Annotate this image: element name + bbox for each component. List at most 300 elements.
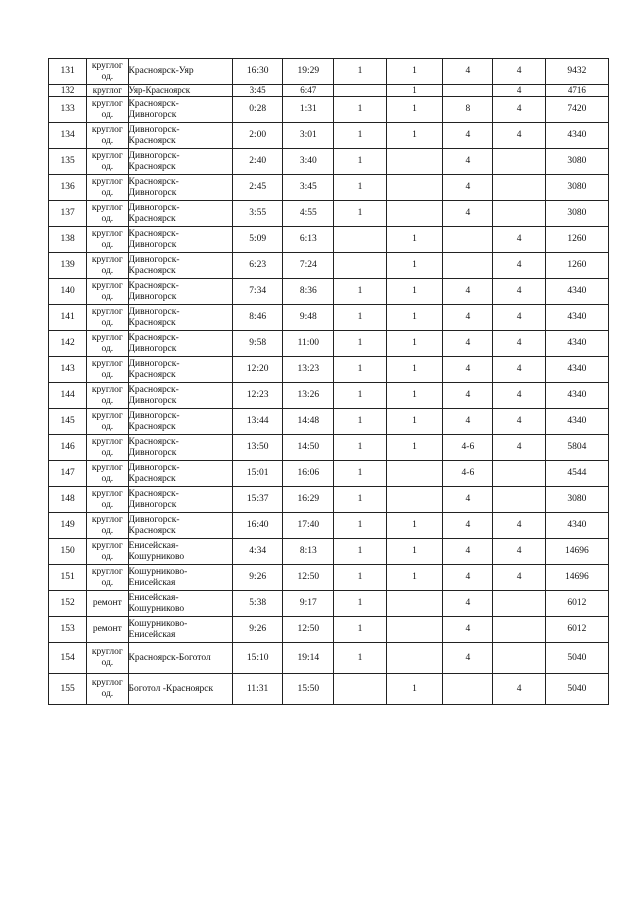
count-d-cell: 4 [493,357,545,383]
count-c-cell: 4 [443,617,493,643]
count-a-cell: 1 [334,331,386,357]
route-cell [128,487,233,513]
total-cell: 4340 [545,383,608,409]
train-type-line: од. [101,187,114,198]
count-c-cell: 4 [443,201,493,227]
arrival-time-cell: 6:47 [283,85,334,97]
row-number-cell: 133 [49,97,87,123]
count-c-cell: 4 [443,487,493,513]
train-type-line: од. [101,689,114,699]
count-d-cell [493,487,545,513]
count-b-cell: 1 [386,123,443,149]
total-cell: 4340 [545,331,608,357]
route-cell [128,123,233,149]
arrival-time-cell: 7:24 [283,253,334,279]
count-a-cell: 1 [334,279,386,305]
route-line: Дивногорск [128,447,177,458]
count-b-cell [386,617,443,643]
count-b-cell: 1 [386,409,443,435]
count-b-cell: 1 [386,513,443,539]
route-line: Дивногорск [128,343,177,354]
row-number-cell: 155 [49,674,87,705]
route-cell [128,674,233,705]
count-d-cell: 4 [493,253,545,279]
route-cell [128,305,233,331]
route-cell [128,175,233,201]
total-cell: 4340 [545,409,608,435]
departure-time-cell: 12:20 [233,357,283,383]
count-c-cell: 4 [443,565,493,591]
train-type-line: круглог [91,436,123,447]
count-d-cell [493,617,545,643]
route-cell [128,201,233,227]
count-a-cell: 1 [334,149,386,175]
train-type-line: ремонт [92,624,122,634]
count-d-cell [493,461,545,487]
count-c-cell: 4 [443,279,493,305]
route-line: Дивногорск [128,109,177,120]
arrival-time-cell: 8:36 [283,279,334,305]
arrival-time-cell: 3:45 [283,175,334,201]
count-c-cell [443,85,493,97]
count-b-cell: 1 [386,253,443,279]
count-b-cell: 1 [386,383,443,409]
total-cell: 4716 [545,85,608,97]
train-type-line: круглог [91,647,123,657]
count-b-cell [386,487,443,513]
train-type-cell [87,591,128,617]
row-number-cell: 141 [49,305,87,331]
count-d-cell: 4 [493,513,545,539]
count-a-cell: 1 [334,617,386,643]
train-type-line: од. [101,161,114,172]
count-a-cell [334,674,386,705]
table-row [49,85,609,97]
count-a-cell: 1 [334,435,386,461]
row-number-cell: 148 [49,487,87,513]
schedule-rows [49,59,609,705]
arrival-time-cell: 15:50 [283,674,334,705]
count-a-cell: 1 [334,565,386,591]
route-line: Дивногорск- [128,306,180,317]
count-a-cell: 1 [334,305,386,331]
route-line: Красноярск- [128,280,179,291]
table-row [49,643,609,674]
arrival-time-cell: 11:00 [283,331,334,357]
count-b-cell [386,201,443,227]
row-number-cell: 136 [49,175,87,201]
count-a-cell: 1 [334,357,386,383]
count-d-cell [493,149,545,175]
departure-time-cell: 15:37 [233,487,283,513]
count-c-cell: 8 [443,97,493,123]
train-type-line: круглог [91,410,123,421]
route-cell [128,409,233,435]
route-line: Дивногорск- [128,514,180,525]
count-d-cell: 4 [493,59,545,85]
route-line: Енисейская [128,629,176,640]
route-line: Красноярск- [128,176,179,187]
count-d-cell: 4 [493,409,545,435]
departure-time-cell: 11:31 [233,674,283,705]
route-line: Красноярск [128,265,176,276]
arrival-time-cell: 13:26 [283,383,334,409]
table-row [49,97,609,123]
row-number-cell: 147 [49,461,87,487]
count-a-cell: 1 [334,643,386,674]
total-cell: 4544 [545,461,608,487]
route-line: Енисейская- [128,592,179,603]
train-type-cell [87,617,128,643]
total-cell: 5040 [545,643,608,674]
count-a-cell: 1 [334,201,386,227]
count-c-cell: 4 [443,123,493,149]
count-c-cell: 4-6 [443,435,493,461]
count-c-cell: 4 [443,513,493,539]
count-c-cell: 4 [443,175,493,201]
train-type-line: од. [101,265,114,276]
route-line: Красноярск-Боготол [128,652,211,663]
train-type-cell [87,175,128,201]
train-type-line: од. [101,239,114,250]
train-type-cell [87,123,128,149]
route-line: Боготол -Красноярск [128,683,214,694]
route-line: Дивногорск- [128,150,180,161]
table-row [49,305,609,331]
count-b-cell [386,175,443,201]
arrival-time-cell: 16:29 [283,487,334,513]
count-b-cell [386,461,443,487]
table-row [49,461,609,487]
table-row [49,279,609,305]
train-type-line: од. [101,421,114,432]
table-row [49,617,609,643]
route-line: Красноярск- [128,332,179,343]
train-type-line: од. [101,577,114,588]
arrival-time-cell: 6:13 [283,227,334,253]
route-line: Красноярск [128,525,176,536]
route-cell [128,149,233,175]
train-type-line: круглог [91,228,123,239]
arrival-time-cell: 16:06 [283,461,334,487]
route-line: Уяр-Красноярск [128,85,191,95]
train-type-cell [87,331,128,357]
train-type-line: круглог [91,280,123,291]
train-type-cell [87,643,128,674]
row-number-cell: 153 [49,617,87,643]
total-cell: 14696 [545,565,608,591]
train-type-line: круглог [91,514,123,525]
train-type-cell [87,59,128,85]
departure-time-cell: 13:50 [233,435,283,461]
arrival-time-cell: 14:48 [283,409,334,435]
arrival-time-cell: 1:31 [283,97,334,123]
row-number-cell: 143 [49,357,87,383]
departure-time-cell: 7:34 [233,279,283,305]
route-line: Красноярск- [128,436,179,447]
train-type-cell [87,674,128,705]
count-d-cell: 4 [493,123,545,149]
count-b-cell: 1 [386,97,443,123]
train-type-line: од. [101,447,114,458]
count-b-cell: 1 [386,435,443,461]
count-a-cell: 1 [334,487,386,513]
train-type-line: круглог [91,488,123,499]
departure-time-cell: 5:09 [233,227,283,253]
route-line: Дивногорск- [128,462,180,473]
count-c-cell [443,674,493,705]
train-type-line: круглог [91,358,123,369]
route-line: Кошурниково- [128,618,188,629]
route-cell [128,617,233,643]
table-row [49,201,609,227]
train-type-line: од. [101,343,114,354]
train-type-line: од. [101,71,114,82]
arrival-time-cell: 14:50 [283,435,334,461]
route-line: Дивногорск- [128,358,180,369]
route-line: Красноярск [128,369,176,380]
route-cell [128,253,233,279]
route-line: Красноярск-Уяр [128,66,194,76]
train-type-line: круглог [91,176,123,187]
train-type-line: од. [101,499,114,510]
total-cell: 3080 [545,175,608,201]
departure-time-cell: 9:58 [233,331,283,357]
train-type-cell [87,435,128,461]
count-b-cell: 1 [386,59,443,85]
train-type-cell [87,461,128,487]
route-cell [128,513,233,539]
count-d-cell: 4 [493,97,545,123]
total-cell: 9432 [545,59,608,85]
route-cell [128,565,233,591]
route-cell [128,539,233,565]
route-line: Дивногорск- [128,410,180,421]
route-line: Красноярск- [128,228,179,239]
train-type-cell [87,97,128,123]
count-a-cell [334,85,386,97]
table-row [49,487,609,513]
arrival-time-cell: 3:01 [283,123,334,149]
route-line: Красноярск- [128,488,179,499]
count-a-cell: 1 [334,409,386,435]
departure-time-cell: 13:44 [233,409,283,435]
count-a-cell: 1 [334,513,386,539]
count-b-cell: 1 [386,565,443,591]
train-type-line: круглог [91,462,123,473]
total-cell: 4340 [545,123,608,149]
count-d-cell [493,591,545,617]
route-cell [128,591,233,617]
count-c-cell: 4 [443,383,493,409]
departure-time-cell: 6:23 [233,253,283,279]
table-row [49,357,609,383]
train-type-line: круглог [91,202,123,213]
route-line: Красноярск [128,161,176,172]
departure-time-cell: 8:46 [233,305,283,331]
arrival-time-cell: 8:13 [283,539,334,565]
total-cell: 6012 [545,591,608,617]
table-row [49,674,609,705]
train-type-cell [87,305,128,331]
route-line: Дивногорск- [128,254,180,265]
train-type-line: од. [101,291,114,302]
train-type-line: круглог [91,540,123,551]
count-a-cell: 1 [334,383,386,409]
route-line: Кошурниково [128,551,185,562]
route-line: Дивногорск [128,291,177,302]
row-number-cell: 152 [49,591,87,617]
table-row [49,331,609,357]
departure-time-cell: 5:38 [233,591,283,617]
arrival-time-cell: 19:29 [283,59,334,85]
count-c-cell: 4 [443,357,493,383]
count-a-cell [334,253,386,279]
count-d-cell: 4 [493,279,545,305]
departure-time-cell: 16:30 [233,59,283,85]
row-number-cell: 150 [49,539,87,565]
total-cell: 3080 [545,201,608,227]
total-cell: 4340 [545,357,608,383]
count-b-cell: 1 [386,331,443,357]
count-d-cell [493,643,545,674]
count-a-cell: 1 [334,539,386,565]
route-cell [128,59,233,85]
count-d-cell: 4 [493,435,545,461]
train-type-line: од. [101,109,114,120]
train-type-line: од. [101,658,114,668]
arrival-time-cell: 12:50 [283,565,334,591]
departure-time-cell: 2:00 [233,123,283,149]
total-cell: 7420 [545,97,608,123]
train-type-line: круглог [91,384,123,395]
route-cell [128,97,233,123]
train-type-cell [87,383,128,409]
table-row [49,565,609,591]
train-type-line: круглог [91,306,123,317]
row-number-cell: 151 [49,565,87,591]
count-b-cell [386,591,443,617]
total-cell: 4340 [545,513,608,539]
route-line: Красноярск [128,317,176,328]
departure-time-cell: 3:55 [233,201,283,227]
train-type-cell [87,253,128,279]
route-line: Дивногорск- [128,124,180,135]
total-cell: 3080 [545,487,608,513]
total-cell: 1260 [545,227,608,253]
count-d-cell [493,175,545,201]
route-cell [128,227,233,253]
row-number-cell: 135 [49,149,87,175]
train-type-line: од. [101,135,114,146]
train-type-cell [87,487,128,513]
table-row [49,435,609,461]
departure-time-cell: 15:10 [233,643,283,674]
arrival-time-cell: 19:14 [283,643,334,674]
route-cell [128,461,233,487]
schedule-table [48,58,609,705]
count-c-cell: 4 [443,409,493,435]
table-row [49,383,609,409]
total-cell: 4340 [545,305,608,331]
row-number-cell: 137 [49,201,87,227]
train-type-line: од. [101,551,114,562]
train-type-line: круглог [91,98,123,109]
route-line: Дивногорск [128,395,177,406]
count-a-cell: 1 [334,461,386,487]
train-type-line: круглог [91,254,123,265]
route-line: Красноярск [128,473,176,484]
departure-time-cell: 9:26 [233,565,283,591]
train-type-line: од. [101,395,114,406]
count-b-cell [386,643,443,674]
count-d-cell: 4 [493,305,545,331]
departure-time-cell: 16:40 [233,513,283,539]
count-a-cell: 1 [334,123,386,149]
count-d-cell: 4 [493,331,545,357]
count-c-cell [443,253,493,279]
total-cell: 1260 [545,253,608,279]
arrival-time-cell: 9:48 [283,305,334,331]
row-number-cell: 131 [49,59,87,85]
train-type-cell [87,279,128,305]
departure-time-cell: 15:01 [233,461,283,487]
count-b-cell: 1 [386,85,443,97]
count-d-cell: 4 [493,383,545,409]
route-cell [128,279,233,305]
count-c-cell: 4 [443,59,493,85]
departure-time-cell: 9:26 [233,617,283,643]
route-line: Кошурниково- [128,566,188,577]
count-a-cell [334,227,386,253]
train-type-line: од. [101,369,114,380]
route-cell [128,643,233,674]
train-type-cell [87,227,128,253]
arrival-time-cell: 4:55 [283,201,334,227]
row-number-cell: 140 [49,279,87,305]
row-number-cell: 144 [49,383,87,409]
departure-time-cell: 12:23 [233,383,283,409]
count-b-cell: 1 [386,539,443,565]
count-c-cell: 4 [443,305,493,331]
train-type-cell [87,201,128,227]
train-type-line: круглог [91,60,123,71]
route-line: Дивногорск [128,239,177,250]
route-line: Дивногорск- [128,202,180,213]
train-type-line: круглог [92,85,122,95]
train-type-line: круглог [91,566,123,577]
row-number-cell: 142 [49,331,87,357]
row-number-cell: 139 [49,253,87,279]
total-cell: 5040 [545,674,608,705]
departure-time-cell: 2:40 [233,149,283,175]
route-cell [128,435,233,461]
route-line: Енисейская- [128,540,179,551]
table-row [49,123,609,149]
row-number-cell: 149 [49,513,87,539]
train-type-cell [87,565,128,591]
train-type-line: од. [101,213,114,224]
arrival-time-cell: 9:17 [283,591,334,617]
count-b-cell: 1 [386,357,443,383]
train-type-cell [87,357,128,383]
train-type-cell [87,409,128,435]
route-cell [128,383,233,409]
departure-time-cell: 2:45 [233,175,283,201]
table-row [49,149,609,175]
count-d-cell: 4 [493,539,545,565]
route-line: Кошурниково [128,603,185,614]
